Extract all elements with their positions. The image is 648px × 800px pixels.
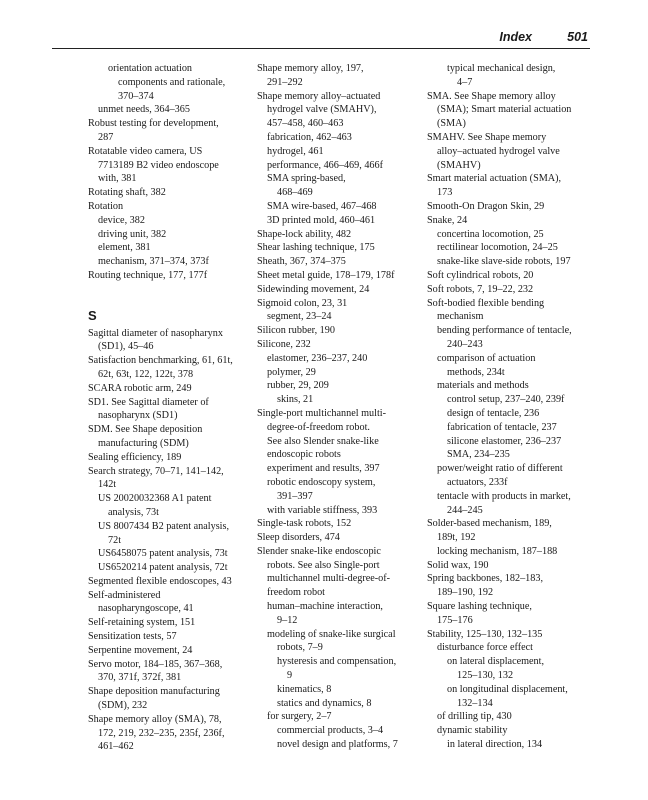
index-entry: control setup, 237–240, 239f [447, 394, 565, 406]
index-entry: kinematics, 8 [277, 683, 332, 695]
index-entry: 62t, 63t, 122, 122t, 378 [98, 368, 194, 380]
index-entry: 468–469 [277, 187, 313, 199]
index-column-1 [88, 62, 250, 754]
index-entry: (SD1), 45–46 [98, 341, 154, 353]
index-entry: performance, 466–469, 466f [267, 159, 383, 171]
index-entry: US 20020032368 A1 patent [98, 493, 212, 505]
index-entry: hysteresis and compensation, [277, 656, 397, 668]
index-entry: See also Slender snake-like [267, 435, 379, 447]
index-entry: 461–462 [98, 741, 134, 753]
section-gap [88, 283, 250, 309]
index-entry: robotic endoscopy system, [267, 476, 376, 488]
index-entry: SMA wire-based, 467–468 [267, 200, 377, 212]
index-entry: Smooth-On Dragon Skin, 29 [427, 200, 545, 212]
index-entry: concertina locomotion, 25 [437, 228, 544, 240]
index-entry: statics and dynamics, 8 [277, 697, 372, 709]
index-entry: Silicon rubber, 190 [257, 325, 335, 337]
index-entry: with, 381 [98, 173, 137, 185]
index-entry: Shear lashing technique, 175 [257, 242, 375, 254]
index-entry: typical mechanical design, [447, 63, 556, 74]
index-entry: Soft-bodied flexible bending [427, 297, 545, 309]
index-entry: fabrication, 462–463 [267, 131, 352, 143]
index-entry: US 8007434 B2 patent analysis, [98, 520, 230, 532]
index-entry: robots. See also Single-port [267, 559, 380, 571]
index-entry: Shape memory alloy–actuated [257, 90, 381, 102]
index-entry: SMA. See Shape memory alloy [427, 90, 556, 102]
index-entry: Rotating shaft, 382 [88, 187, 166, 199]
index-entry: human–machine interaction, [267, 601, 383, 613]
index-entry: degree-of-freedom robot. [267, 421, 370, 433]
index-entry: Smart material actuation (SMA), [427, 173, 562, 185]
index-entry: 240–243 [447, 338, 483, 350]
index-entry: orientation actuation [108, 63, 193, 74]
index-entry: Shape-lock ability, 482 [257, 228, 352, 240]
index-entry: Stability, 125–130, 132–135 [427, 628, 543, 640]
index-entry: hydrogel valve (SMAHV), [267, 104, 377, 116]
index-entry: endoscopic robots [267, 449, 341, 461]
index-entry: analysis, 73t [108, 506, 159, 518]
index-entry: Solder-based mechanism, 189, [427, 518, 552, 530]
index-entry: element, 381 [98, 242, 151, 254]
index-entry: (SMAHV) [437, 159, 481, 171]
index-entry: 457–458, 460–463 [267, 118, 344, 130]
index-entry: 142t [98, 479, 117, 491]
index-entry: SD1. See Sagittal diameter of [88, 396, 209, 408]
index-entry: Single-task robots, 152 [257, 518, 352, 530]
index-entry: (SMA) [437, 118, 466, 130]
index-entry: 370, 371f, 372f, 381 [98, 672, 182, 684]
index-entry: nasopharyngoscope, 41 [98, 603, 194, 615]
index-entry: Rotatable video camera, US [88, 145, 203, 157]
index-entry: Search strategy, 70–71, 141–142, [88, 465, 224, 477]
index-entry: Shape deposition manufacturing [88, 686, 220, 698]
index-entry: SMA, 234–235 [447, 449, 510, 461]
index-entry: 173 [437, 187, 453, 199]
index-entry: skins, 21 [277, 394, 314, 406]
index-entry: in lateral direction, 134 [447, 739, 543, 751]
index-entry: Sensitization tests, 57 [88, 631, 177, 643]
index-entry: (SDM), 232 [98, 700, 148, 712]
index-entry: 9–12 [277, 614, 298, 626]
index-entry: methods, 234t [447, 366, 505, 378]
index-entry: snake-like slave-side robots, 197 [437, 256, 571, 268]
index-entry: Servo motor, 184–185, 367–368, [88, 658, 223, 670]
index-entry: robots, 7–9 [277, 642, 323, 654]
index-entry: US6520214 patent analysis, 72t [98, 562, 228, 574]
index-entry: 132–134 [457, 697, 493, 709]
index-entry: Shape memory alloy, 197, [257, 63, 364, 74]
index-entry: SDM. See Shape deposition [88, 424, 203, 436]
index-entry: 125–130, 132 [457, 670, 514, 682]
index-entry: Rotation [88, 200, 124, 212]
index-entry: Routing technique, 177, 177f [88, 269, 208, 281]
index-entry: commercial products, 3–4 [277, 725, 384, 737]
index-entry: 9 [287, 670, 293, 682]
index-column-2 [257, 62, 430, 752]
index-entry: manufacturing (SDM) [98, 437, 189, 449]
index-entry: bending performance of tentacle, [437, 325, 572, 337]
page-number: 501 [567, 30, 588, 44]
index-entry: Soft robots, 7, 19–22, 232 [427, 283, 534, 295]
header-rule [52, 48, 590, 49]
index-entry: Silicone, 232 [257, 338, 311, 350]
index-entry: 72t [108, 534, 122, 546]
page-header [52, 27, 590, 49]
index-entry: modeling of snake-like surgical [267, 628, 396, 640]
index-entry: Sheath, 367, 374–375 [257, 256, 346, 268]
index-entry: Satisfaction benchmarking, 61, 61t, [88, 355, 233, 367]
index-entry: on lateral displacement, [447, 656, 545, 668]
index-entry: silicone elastomer, 236–237 [447, 435, 562, 447]
index-entry: nasopharynx (SD1) [98, 410, 178, 422]
index-entry: alloy–actuated hydrogel valve [437, 145, 560, 157]
index-entry: (SMA); Smart material actuation [437, 104, 572, 116]
index-entry: Segmented flexible endoscopes, 43 [88, 575, 232, 587]
index-entry: 370–374 [118, 90, 154, 102]
index-entry: tentacle with products in market, [437, 490, 571, 502]
index-entry: SMA spring-based, [267, 173, 346, 185]
index-entry: Sheet metal guide, 178–179, 178f [257, 269, 395, 281]
index-entry: disturbance force effect [437, 642, 533, 654]
index-entry: 189–190, 192 [437, 587, 494, 599]
index-entry: 291–292 [267, 76, 303, 88]
index-entry: 175–176 [437, 614, 473, 626]
index-entry: mechanism [437, 311, 484, 323]
index-entry: Sidewinding movement, 24 [257, 283, 370, 295]
index-entry: 3D printed mold, 460–461 [267, 214, 376, 226]
index-entry: 244–245 [447, 504, 483, 516]
index-entry: design of tentacle, 236 [447, 407, 540, 419]
index-entry: Soft cylindrical robots, 20 [427, 269, 534, 281]
index-entry: rectilinear locomotion, 24–25 [437, 242, 558, 254]
index-entry: novel design and platforms, 7 [277, 739, 398, 751]
index-entry: Serpentine movement, 24 [88, 644, 193, 656]
index-entry: driving unit, 382 [98, 228, 167, 240]
index-entry: locking mechanism, 187–188 [437, 545, 558, 557]
index-entry: 189t, 192 [437, 532, 476, 544]
index-entry: US6458075 patent analysis, 73t [98, 548, 228, 560]
index-entry: hydrogel, 461 [267, 145, 324, 157]
index-entry: SCARA robotic arm, 249 [88, 382, 192, 394]
index-column-3 [427, 62, 597, 752]
index-entry: 287 [98, 131, 114, 143]
index-entry: 391–397 [277, 490, 313, 502]
index-entry: Sigmoid colon, 23, 31 [257, 297, 348, 309]
index-entry: 172, 219, 232–235, 235f, 236f, [98, 727, 225, 739]
index-entry: fabrication of tentacle, 237 [447, 421, 557, 433]
index-entry: Spring backbones, 182–183, [427, 573, 544, 585]
index-entry: Slender snake-like endoscopic [257, 545, 381, 557]
index-entry: Robust testing for development, [88, 118, 219, 130]
index-entry: power/weight ratio of different [437, 463, 563, 475]
running-title: Index [499, 30, 532, 44]
index-entry: Solid wax, 190 [427, 559, 489, 571]
index-entry: materials and methods [437, 380, 529, 392]
index-entry: elastomer, 236–237, 240 [267, 352, 368, 364]
index-entry: Single-port multichannel multi- [257, 407, 387, 419]
index-entry: dynamic stability [437, 725, 508, 737]
index-entry: rubber, 29, 209 [267, 380, 329, 392]
index-entry: polymer, 29 [267, 366, 316, 378]
index-entry: 4–7 [457, 76, 473, 88]
index-entry: multichannel multi-degree-of- [267, 573, 391, 585]
index-entry: components and rationale, [118, 76, 226, 88]
index-entry: segment, 23–24 [267, 311, 332, 323]
index-entry: Self-retaining system, 151 [88, 617, 196, 629]
index-entry: Square lashing technique, [427, 601, 532, 613]
index-entry: freedom robot [267, 587, 325, 599]
index-entry: of drilling tip, 430 [437, 711, 512, 723]
index-entry: for surgery, 2–7 [267, 711, 332, 723]
index-entry: experiment and results, 397 [267, 463, 380, 475]
index-entry: with variable stiffness, 393 [267, 504, 378, 516]
index-entry: 7713189 B2 video endoscope [98, 159, 219, 171]
index-entry: Sleep disorders, 474 [257, 532, 340, 544]
index-entry: Sealing efficiency, 189 [88, 451, 182, 463]
index-entry: unmet needs, 364–365 [98, 104, 190, 116]
index-entry: Sagittal diameter of nasopharynx [88, 327, 223, 339]
index-entry: actuators, 233f [447, 476, 508, 488]
index-entry: comparison of actuation [437, 352, 536, 364]
index-entry: mechanism, 371–374, 373f [98, 256, 209, 268]
index-entry: Snake, 24 [427, 214, 468, 226]
index-entry: on longitudinal displacement, [447, 683, 568, 695]
section-letter: S [88, 307, 97, 323]
index-entry: SMAHV. See Shape memory [427, 131, 547, 143]
index-entry: Shape memory alloy (SMA), 78, [88, 713, 222, 725]
index-entry: device, 382 [98, 214, 145, 226]
index-entry: Self-administered [88, 589, 161, 601]
